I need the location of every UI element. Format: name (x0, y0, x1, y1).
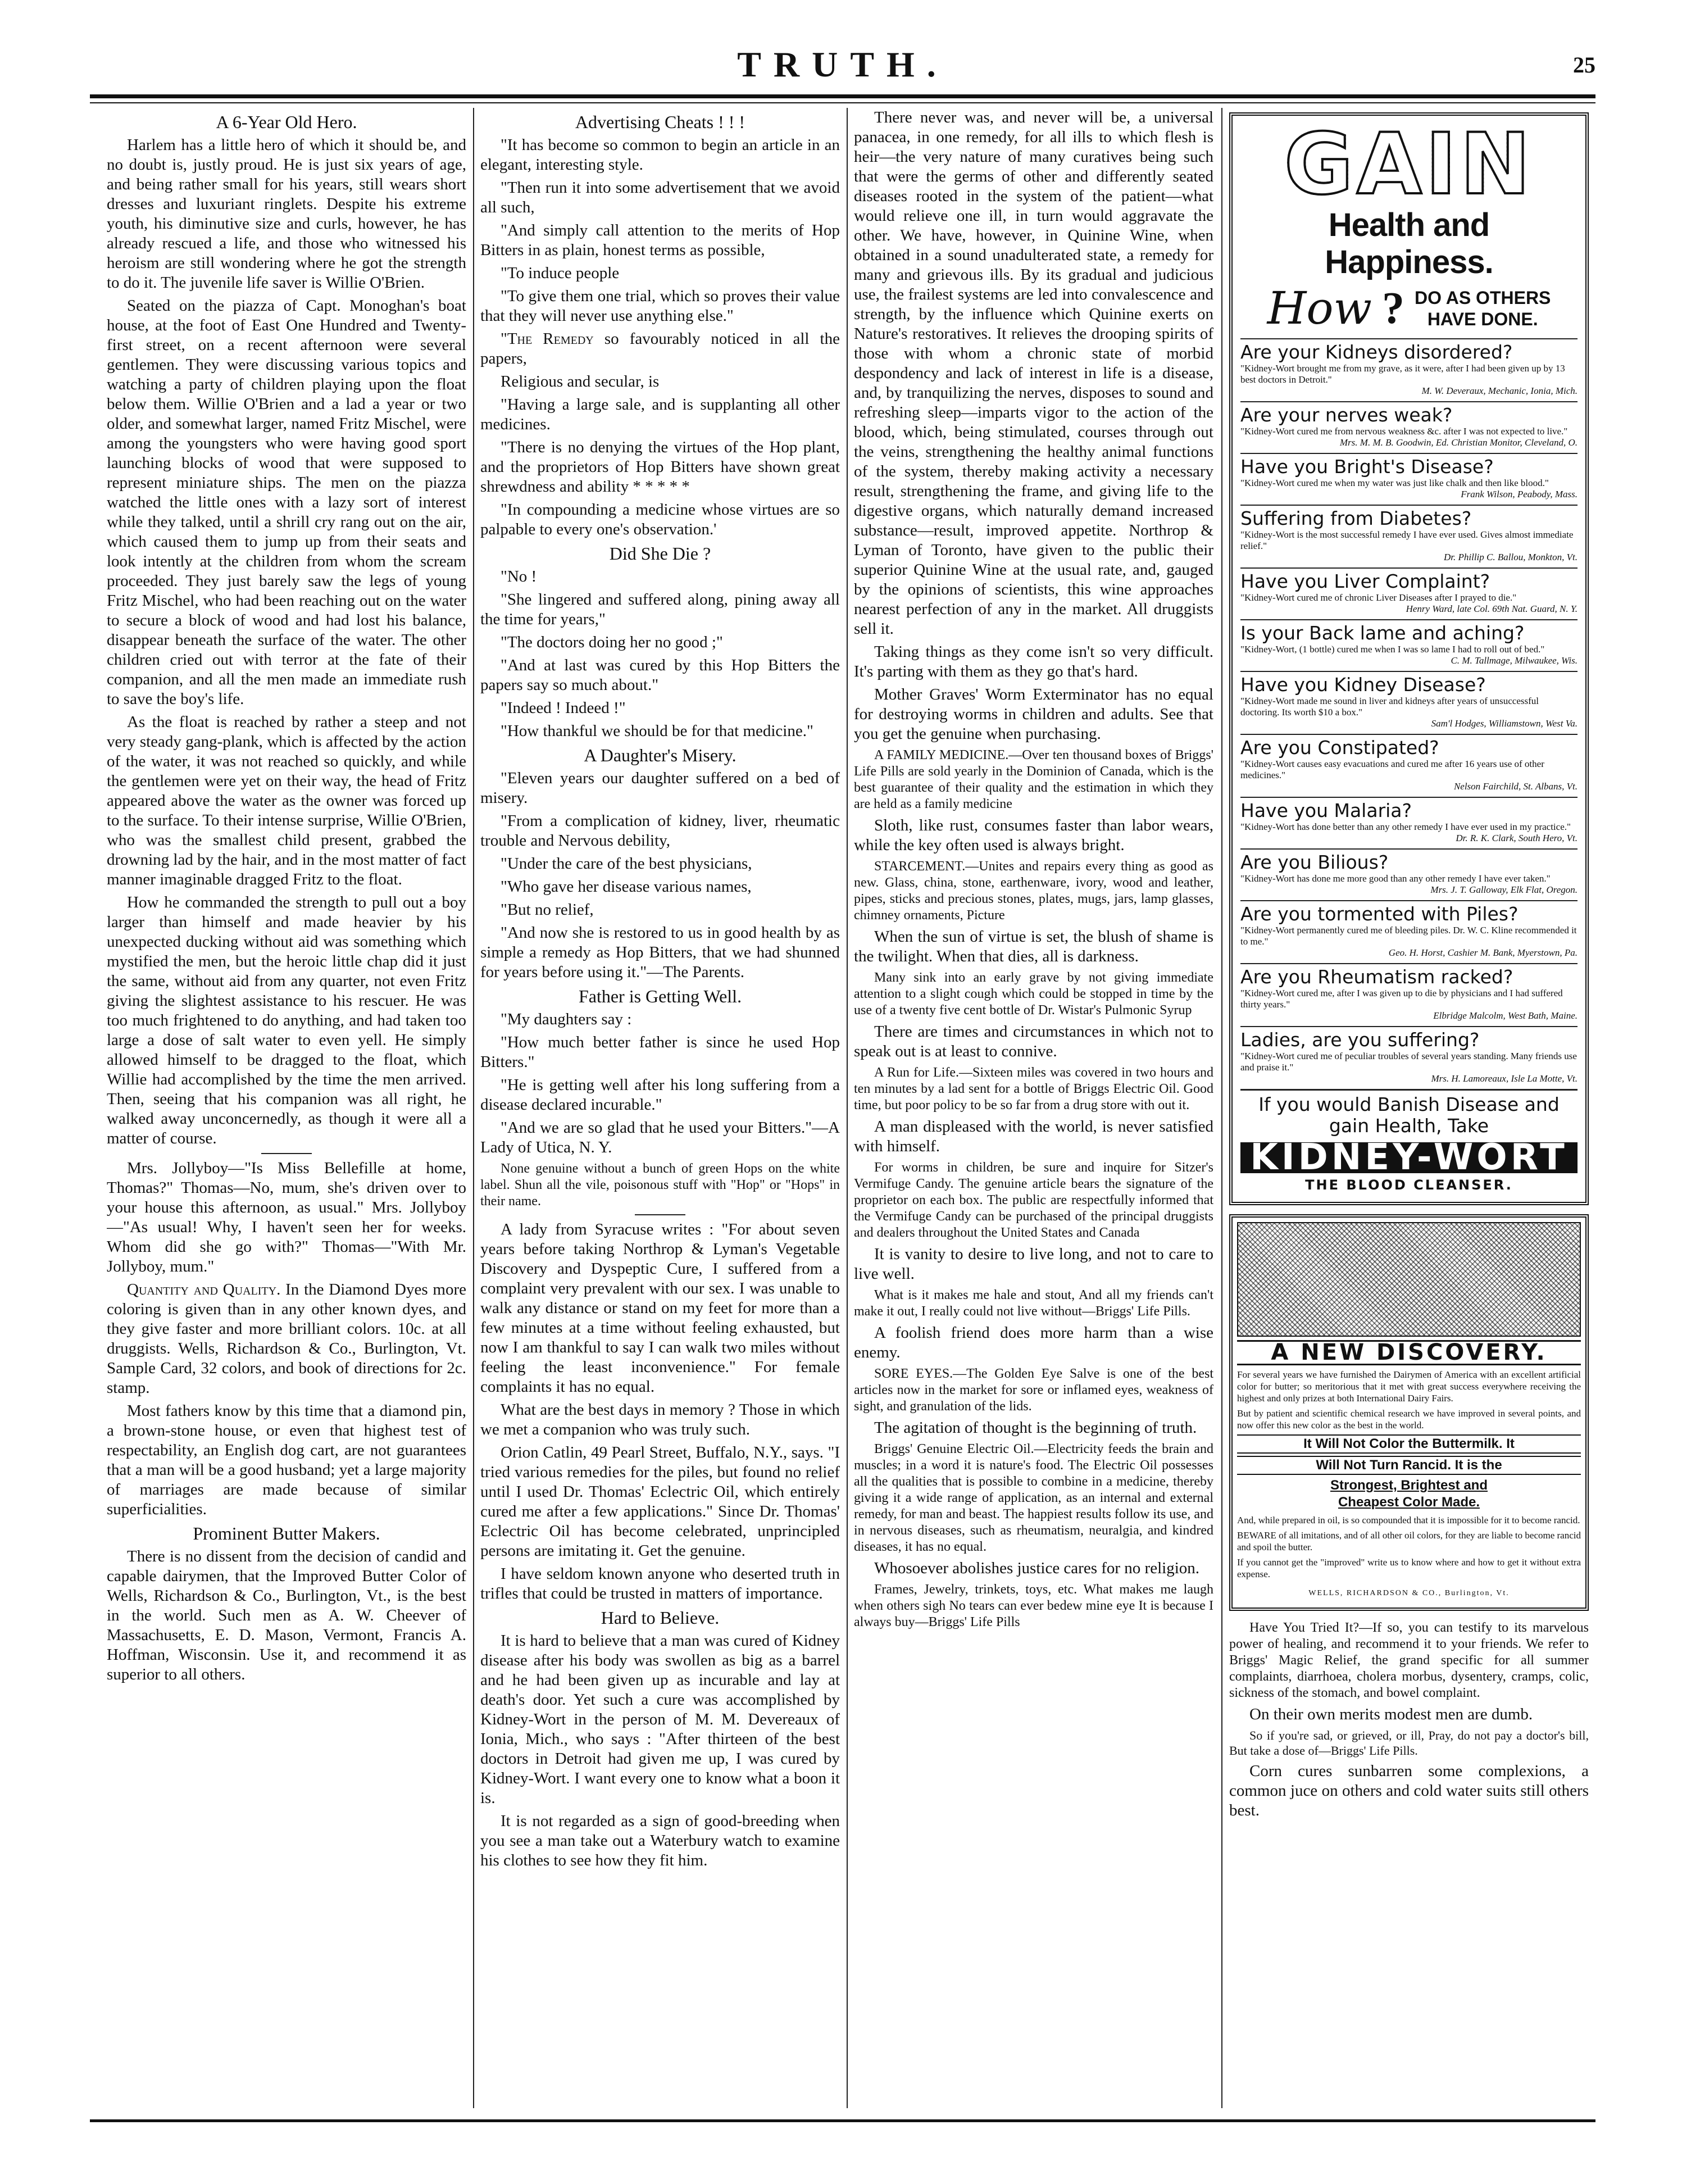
testimonial-author: Frank Wilson, Peabody, Mass. (1461, 489, 1578, 500)
paragraph: "No ! (501, 567, 537, 585)
ad-call-to-action: If you would Banish Disease and gain Health, Take (1240, 1089, 1578, 1137)
paragraph: Religious and secular, is (501, 373, 660, 391)
ad-tagline: THE BLOOD CLEANSER. (1305, 1177, 1513, 1193)
ad-text: But by patient and scientific chemical research we have improved in several points, and now offer this new color as the best in the world. (1237, 1408, 1581, 1431)
paragraph: Mother Graves' Worm Exterminator has no equal for destroying worms in children and adults. See that you get the genuine when purchasing. (854, 685, 1213, 743)
article-heading: Prominent Butter Makers. (193, 1523, 380, 1543)
testimonial-author: C. M. Tallmage, Milwaukee, Wis. (1451, 655, 1578, 666)
paragraph: It is hard to believe that a man was cured of Kidney disease after his body was swollen as big as a barrel and he had been given up as incurable and lay at death's door. Yet such a cure was accomplished by Kidney-Wort in the person of M. M. Devereaux of Ionia, Mich., who says : "After thirteen of the best doctors in Detroit had given me up, I was cured by Kidney-Wort. I want every one to know what a boon it is. (480, 1632, 840, 1807)
ad-headline: A NEW DISCOVERY. (1237, 1340, 1581, 1365)
paragraph: "My daughters say : (501, 1010, 632, 1028)
testimonial-text: "Kidney-Wort made me sound in liver and kidneys after years of unsuccessful doctoring. Its worth $10 a box." (1240, 696, 1539, 718)
paragraph: "But no relief, (501, 901, 594, 919)
paragraph: A foolish friend does more harm than a wise enemy. (854, 1324, 1213, 1361)
paragraph: What is it makes me hale and stout, And all my friends can't make it out, I really could not live without—Briggs' Life Pills. (854, 1288, 1213, 1319)
paragraph: Many sink into an early grave by not giving immediate attention to a slight cough which could be stopped in time by the use of a twenty five cent bottle of Dr. Wistar's Pulmonic Syrup (854, 970, 1213, 1018)
paragraph: It is not regarded as a sign of good-breeding when you see a man take out a Waterbury watch to examine his clothes to see how they fit him. (480, 1812, 840, 1869)
paragraph: When the sun of virtue is set, the blush of shame is the twilight. When that dies, all is darkness. (854, 928, 1213, 965)
paragraph: There never was, and never will be, a universal panacea, in one remedy, for all ills to which flesh is heir—the very nature of many curatives being such that were the germs of other and differently seated diseases rooted in the system of the patient—what would relieve one ill, in turn would aggravate the other. We have, however, in Quinine Wine, when obtained in a sound unadulterated state, a remedy for many and grievous ills. By its gradual and judicious use, the frailest systems are led into convalescence and strength, by the influence which Quinine exerts on Nature's restoratives. It relieves the drooping spirits of those with whom a chronic state of morbid despondency and lack of interest in life is a disease, and, by tranquilizing the nerves, disposes to sound and refreshing sleep—imparts vigor to the action of the blood, which, being stimulated, courses through out the veins, strengthening the healthy animal functions of the system, thereby making activity a necessary result, strengthening the frame, and giving life to the digestive organs, which naturally demand increased substance—result, improved appetite. Northrop & Lyman of Toronto, have given to the public their superior Quinine Wine at the usual rate, and, gauged by the opinions of scientists, this wine approaches nearest perfection of any in the market. All druggists sell it. (854, 108, 1213, 638)
testimonial-author: Geo. H. Horst, Cashier M. Bank, Myerstown, Pa. (1388, 947, 1578, 958)
separator (261, 1153, 312, 1154)
testimonial-question: Are you Rheumatism racked? (1240, 966, 1513, 988)
paragraph: As the float is reached by rather a steep and not very steady gang-plank, which is affected by the action of the water, it was not reached so quickly, and while the gentlemen were yet on their way, the head of Fritz appeared above the water as the owner was forced up to the surface. To their intense surprise, Willie O'Brien, who was the smallest child present, grabbed the drowning lad by the hair, and in the most matter of fact manner imaginable dragged Fritz to the float. (107, 713, 466, 888)
lead-in: Quantity and Quality. (127, 1281, 281, 1298)
article-heading: A Daughter's Misery. (584, 745, 737, 765)
paragraph: SORE EYES.—The Golden Eye Salve is one of the best articles now in the market for sore or inflamed eyes, weakness of sight, and granulation of the lids. (854, 1366, 1213, 1414)
paragraph: The agitation of thought is the beginning of truth. (874, 1419, 1197, 1437)
paragraph: "There is no denying the virtues of the Hop plant, and the proprietors of Hop Bitters have shown great shrewdness and ability * * * * * (480, 438, 840, 496)
ad-band: Will Not Turn Rancid. It is the (1237, 1456, 1581, 1475)
ad-testimonial (1240, 453, 1578, 500)
column-divider (847, 108, 848, 2108)
ad-do-as-others (1415, 287, 1551, 330)
testimonial-author: Henry Ward, late Col. 69th Nat. Guard, N. Y. (1406, 603, 1578, 614)
column-divider (473, 108, 474, 2108)
paragraph: "To induce people (501, 264, 620, 282)
ad-testimonial (1240, 1026, 1578, 1084)
paragraph: There is no dissent from the decision of candid and capable dairymen, that the Improved Butter Color of Wells, Richardson & Co., Burlington, Vt., is the best in the world. Such men as A. W. Cheever of Massachusetts, E. D. Mason, Vermont, Francis A. Hoffman, Wisconsin. Use it, and recommend it as superior to all others. (107, 1547, 466, 1683)
ad-testimonial (1240, 505, 1578, 563)
article-heading: Father is Getting Well. (578, 986, 742, 1006)
ad-emphasis: Strongest, Brightest and (1330, 1478, 1488, 1493)
paragraph: It is vanity to desire to live long, and not to care to live well. (854, 1245, 1213, 1283)
ad-testimonial (1240, 848, 1578, 896)
ad-testimonial (1240, 900, 1578, 959)
paragraph: Orion Catlin, 49 Pearl Street, Buffalo, N.Y., says. "I tried various remedies for the piles, but found no relief until I used Dr. Thomas' Eclectric Oil, which entirely cured me after a few applications." Since Dr. Thomas' Eclectric Oil has become celebrated, unprincipled persons are imitating it. Get the genuine. (480, 1443, 840, 1560)
paragraph: Whosoever abolishes justice cares for no religion. (874, 1559, 1200, 1577)
ad-testimonial (1240, 963, 1578, 1021)
paragraph: I have seldom known anyone who deserted truth in trifles that could be trusted in matters of importance. (480, 1565, 840, 1602)
ad-how-row (1240, 283, 1578, 334)
paragraph: How he commanded the strength to pull out a boy larger than himself and made heavier by his unexpected ducking without aid was something which mystified the men, but the heroic little chap did it just the same, without aid from any quarter, not even Fritz giving the slightest assistance to his rescuer. He was too much frightened to do anything, and had taken too large a dose of salt water to even yell. He simply allowed himself to be dragged to the float, which Willie had accomplished by the time the men arrived. Then, seeing that his companion was all right, he walked away unconcernedly, as though it were all a matter of course. (107, 893, 466, 1147)
testimonial-text: "Kidney-Wort causes easy evacuations and cured me after 16 years use of other medicines." (1240, 759, 1544, 780)
ad-how: How (1267, 282, 1372, 334)
testimonial-author: Sam'l Hodges, Williamstown, West Va. (1431, 718, 1578, 729)
ad-headline: GAIN (1240, 122, 1578, 207)
ad-testimonial (1240, 338, 1578, 397)
paragraph: Briggs' Genuine Electric Oil.—Electricity feeds the brain and muscles; in a word it is nature's food. The Electric Oil possesses all the qualities that is possible to combine in a medicine, thereby giving it a wide range of application, as an internal and external remedy, for man and beast. The happiest results follow its use, and in nervous diseases, such as rheumatism, neuralgia, and kindred diseases, it has no equal. (854, 1442, 1213, 1554)
paragraph: What are the best days in memory ? Those in which we met a companion who was truly such. (480, 1401, 840, 1438)
paragraph: "Then run it into some advertisement that we avoid all such, (480, 179, 840, 216)
testimonial-author: Nelson Fairchild, St. Albans, Vt. (1453, 781, 1578, 792)
testimonial-question: Have you Kidney Disease? (1240, 674, 1486, 696)
testimonial-author: Mrs. M. M. B. Goodwin, Ed. Christian Monitor, Cleveland, O. (1339, 437, 1578, 448)
column-2 (480, 108, 840, 2108)
ad-testimonial (1240, 567, 1578, 615)
butter-color-advertisement (1229, 1214, 1589, 1611)
testimonial-text: "Kidney-Wort cured me of chronic Liver Diseases after I prayed to die." (1240, 592, 1517, 603)
paragraph: Frames, Jewelry, trinkets, toys, etc. What makes me laugh when others sigh No tears can ever bedew mine eye It is because I always buy—Briggs' Life Pills (854, 1582, 1213, 1629)
paragraph: "The doctors doing her no good ;" (501, 633, 723, 651)
paragraph: Taking things as they come isn't so very difficult. It's parting with them as they go that's hard. (854, 643, 1213, 680)
paragraph (480, 329, 840, 369)
ad-do-as-others-line: DO AS OTHERS (1415, 288, 1551, 308)
footer-rule (90, 2119, 1595, 2122)
verse: So if you're sad, or grieved, or ill, Pray, do not pay a doctor's bill, But take a dose of—Briggs' Life Pills. (1229, 1728, 1589, 1758)
testimonial-author: Elbridge Malcolm, West Bath, Maine. (1433, 1010, 1578, 1021)
testimonial-text: "Kidney-Wort, (1 bottle) cured me when I was so lame I had to roll out of bed." (1240, 644, 1545, 655)
kidney-wort-advertisement (1229, 112, 1589, 1205)
ad-testimonial (1240, 734, 1578, 792)
paragraph: "Under the care of the best physicians, (501, 855, 752, 873)
ad-text: If you cannot get the "improved" write us to know where and how to get it without extra expense. (1237, 1557, 1581, 1579)
lead-in: "The Remedy (501, 330, 594, 348)
paragraph: "From a complication of kidney, liver, rheumatic trouble and Nervous debility, (480, 812, 840, 850)
column-3 (854, 108, 1213, 2108)
paragraph: STARCEMENT.—Unites and repairs every thing as good as new. Glass, china, stone, earthenware, ivory, wood and leather, pipes, sticks and precious stones, plates, mugs, jars, lamp glasses, chimney ornaments, Picture (854, 859, 1213, 923)
testimonial-question: Are you Bilious? (1240, 851, 1389, 873)
testimonial-author: Mrs. H. Lamoreaux, Isle La Motte, Vt. (1431, 1073, 1578, 1084)
ad-text: And, while prepared in oil, is so compounded that it is impossible for it to become rancid. (1237, 1515, 1580, 1525)
kidney-wort-logo: KIDNEY-WORT (1240, 1142, 1578, 1173)
ad-emphasis: Cheapest Color Made. (1338, 1495, 1480, 1510)
paragraph-body: so favourably noticed in all the papers, (480, 330, 840, 367)
testimonial-question: Ladies, are you suffering? (1240, 1029, 1480, 1051)
column-divider (1221, 108, 1222, 2108)
testimonial-text: "Kidney-Wort has done me more good than any other remedy I have ever taken." (1240, 873, 1551, 884)
testimonial-author: Mrs. J. T. Galloway, Elk Flat, Oregon. (1430, 884, 1578, 895)
testimonial-text: "Kidney-Wort is the most successful remedy I have ever used. Gives almost immediate relief." (1240, 529, 1574, 551)
paragraph: A Run for Life.—Sixteen miles was covered in two hours and ten minutes by a lad sent for a bottle of Briggs Electric Oil. Good time, but poor policy to be so far from a drug store with out it. (854, 1065, 1213, 1113)
paragraph: "And we are so glad that he used your Bitters."—A Lady of Utica, N. Y. (480, 1119, 840, 1156)
paragraph: Harlem has a little hero of which it should be, and no doubt is, justly proud. He is just six years of age, and being rather small for his years, still wears short dresses and luxuriant ringlets. Despite his extreme youth, his diminutive size and curls, however, he has already rescued a life, and those who witnessed his heroism are still wondering where he got the strength to do it. The juvenile life saver is Willie O'Brien. (107, 136, 466, 292)
paragraph-body: In the Diamond Dyes more coloring is given than in any other known dyes, and they give faster and more brilliant colors. 10c. at all druggists. Wells, Richardson & Co., Burlington, Vt. Sample Card, 32 colors, and book of directions for 2c. stamp. (107, 1281, 466, 1397)
testimonial-question: Have you Liver Complaint? (1240, 570, 1490, 592)
article-heading: Hard to Believe. (601, 1608, 720, 1628)
header-rule-thin (90, 102, 1595, 103)
question-mark-icon: ? (1382, 284, 1404, 333)
paragraph: "Having a large sale, and is supplanting all other medicines. (480, 396, 840, 433)
testimonial-question: Have you Malaria? (1240, 800, 1412, 821)
testimonial-text: "Kidney-Wort cured me of peculiar troubles of several years standing. Many friends use and praise it." (1240, 1051, 1577, 1073)
paragraph: A FAMILY MEDICINE.—Over ten thousand boxes of Briggs' Life Pills are sold yearly in the Dominion of Canada, which is the best guarantee of their quality and the estimation in which they are held as a family medicine (854, 748, 1213, 811)
paragraph: "She lingered and suffered along, pining away all the time for years," (480, 591, 840, 628)
paragraph: A man displeased with the world, is never satisfied with himself. (854, 1118, 1213, 1155)
column-4 (1229, 108, 1589, 2108)
paragraph: A lady from Syracuse writes : "For about seven years before taking Northrop & Lyman's Vegetable Discovery and Dyspeptic Cure, I suffered from a complaint very prevalent with our sex. I was unable to walk any distance or stand on my feet for more than a few minutes at a time without feeling exhausted, but now I am thankful to say I can walk two miles without feeling the least inconvenience." For female complaints it has no equal. (480, 1220, 840, 1396)
testimonial-text: "Kidney-Wort cured me from nervous weakness &c. after I was not expected to live." (1240, 426, 1568, 437)
paragraph: Have You Tried It?—If so, you can testify to its marvelous power of healing, and recommend it to your friends. We refer to Briggs' Magic Relief, the grand specific for all summer complaints, diarrhoea, cholera morbus, dysentery, cramps, colic, sickness of the stomach, and bowel complaint. (1229, 1620, 1589, 1700)
ad-text: BEWARE of all imitations, and of all other oil colors, for they are liable to become rancid and spoil the butter. (1237, 1530, 1581, 1552)
testimonial-author: Dr. R. K. Clark, South Hero, Vt. (1456, 833, 1578, 843)
ad-subheadline: Health and Happiness. (1325, 207, 1493, 280)
paragraph: "It has become so common to begin an article in an elegant, interesting style. (480, 136, 840, 174)
testimonial-text: "Kidney-Wort permanently cured me of bleeding piles. Dr. W. C. Kline recommended it to me." (1240, 925, 1577, 947)
ad-text: For several years we have furnished the Dairymen of America with an excellent artificial color for butter; so meritorious that it met with great success everywhere receiving the highest and only prizes at both International Dairy Fairs. (1237, 1369, 1581, 1404)
testimonial-question: Suffering from Diabetes? (1240, 507, 1472, 529)
testimonial-question: Are your Kidneys disordered? (1240, 341, 1513, 363)
paragraph: "Eleven years our daughter suffered on a bed of misery. (480, 769, 840, 807)
paragraph: For worms in children, be sure and inquire for Sitzer's Vermifuge Candy. The genuine article bears the signature of the proprietor on each box. The public are respectfully informed that the Vermifuge Candy can be purchased of the principal druggists and dealers throughout the United States and Canada (854, 1160, 1213, 1240)
testimonial-text: "Kidney-Wort cured me, after I was given up to die by physicians and I had suffered thirty years." (1240, 988, 1563, 1010)
paragraph: Seated on the piazza of Capt. Monoghan's boat house, at the foot of East One Hundred and Twenty-first street, on a recent afternoon were several gentlemen. They were discussing various topics and watching a party of children playing upon the float below them. Willie O'Brien and a lad a year or two older, and somewhat larger, named Fritz Mischel, were among the youngsters who were having good sport launching blocks of wood that were supposed to represent miniature ships. The men on the piazza watched the little ones with a lazy sort of interest while they talked, until a shrill cry rang out on the air, which caused them to jump up from their seats and look intently at the children from whom the scream proceeded. They just barely saw the legs of young Fritz Mischel, who had been reaching out on the water to secure a block of wood and had lost his balance, disappear beneath the surface of the water. The other children cried out with terror at the fate of their companion, and all the men made an immediate rush to save the boy's life. (107, 297, 466, 708)
header-rule-thick (90, 94, 1595, 98)
paragraph: There are times and circumstances in which not to speak out is at least to connive. (854, 1023, 1213, 1060)
paragraph: Sloth, like rust, consumes faster than labor wears, while the key often used is always bright. (854, 816, 1213, 854)
testimonial-question: Are your nerves weak? (1240, 404, 1453, 426)
testimonial-question: Have you Bright's Disease? (1240, 456, 1494, 478)
paragraph: "To give them one trial, which so proves their value that they will never use anything else." (480, 287, 840, 325)
article-heading: Advertising Cheats ! ! ! (575, 112, 745, 132)
paragraph: On their own merits modest men are dumb. (1249, 1705, 1533, 1723)
ad-testimonial (1240, 401, 1578, 448)
article-heading: Did She Die ? (609, 543, 711, 564)
paragraph: "How much better father is since he used Hop Bitters." (480, 1033, 840, 1071)
masthead (90, 44, 1595, 94)
testimonial-text: "Kidney-Wort brought me from my grave, as it were, after I had been given up by 13 best doctors in Detroit." (1240, 363, 1565, 385)
paragraph: "And now she is restored to us in good health by as simple a remedy as Hop Bitters, that we had shunned for years before using it."—The Parents. (480, 924, 840, 981)
paragraph: "Who gave her disease various names, (501, 878, 752, 896)
testimonial-question: Is your Back lame and aching? (1240, 622, 1525, 644)
newspaper-title: TRUTH. (737, 44, 948, 84)
testimonial-text: "Kidney-Wort has done better than any other remedy I have ever used in my practice." (1240, 821, 1571, 832)
ad-band: It Will Not Color the Buttermilk. It (1237, 1434, 1581, 1454)
paragraph: "Indeed ! Indeed !" (501, 699, 626, 717)
paragraph: "How thankful we should be for that medicine." (501, 722, 813, 740)
paragraph: None genuine without a bunch of green Hops on the white label. Shun all the vile, poisonous stuff with "Hop" or "Hops" in their name. (480, 1161, 840, 1209)
paragraph: Mrs. Jollyboy—"Is Miss Bellefille at home, Thomas?" Thomas—No, mum, she's driven over to your house this afternoon, as usual." Mrs. Jollyboy—"As usual! Why, I haven't seen her for weeks. Whom did she go with?" Thomas—"With Mr. Jollyboy, mum." (107, 1159, 466, 1275)
paragraph (107, 1280, 466, 1398)
ad-testimonial (1240, 671, 1578, 729)
paragraph: "In compounding a medicine whose virtues are so palpable to every one's observation.' (480, 501, 840, 538)
column-1 (107, 108, 466, 2108)
testimonial-question: Are you tormented with Piles? (1240, 903, 1519, 925)
paragraph: Corn cures sunbarren some complexions, a common juce on others and cold water suits still others best. (1229, 1762, 1589, 1819)
testimonial-question: Are you Constipated? (1240, 737, 1439, 759)
paragraph: "And simply call attention to the merits of Hop Bitters in as plain, honest terms as possible, (480, 221, 840, 259)
ad-testimonial (1240, 797, 1578, 844)
paragraph: "He is getting well after his long suffering from a disease declared incurable." (480, 1076, 840, 1114)
page-number: 25 (1573, 52, 1595, 78)
testimonial-author: M. W. Deveraux, Mechanic, Ionia, Mich. (1421, 385, 1578, 396)
testimonial-author: Dr. Phillip C. Ballou, Monkton, Vt. (1444, 552, 1578, 562)
paragraph: Most fathers know by this time that a diamond pin, a brown-stone house, or even that highest test of respectability, an English dog cart, are not guarantees that a man will be a good husband; yet a large majority of marriages are made because of similar superficialities. (107, 1402, 466, 1518)
ad-footer: WELLS, RICHARDSON & CO., Burlington, Vt. (1308, 1589, 1510, 1597)
paragraph: "And at last was cured by this Hop Bitters the papers say so much about." (480, 656, 840, 694)
dairy-engraving-image (1237, 1222, 1581, 1337)
testimonial-text: "Kidney-Wort cured me when my water was just like chalk and then like blood." (1240, 478, 1549, 488)
article-heading: A 6-Year Old Hero. (216, 112, 357, 132)
ad-do-as-others-line: HAVE DONE. (1427, 309, 1538, 329)
ad-testimonial (1240, 619, 1578, 666)
separator (635, 1214, 685, 1215)
